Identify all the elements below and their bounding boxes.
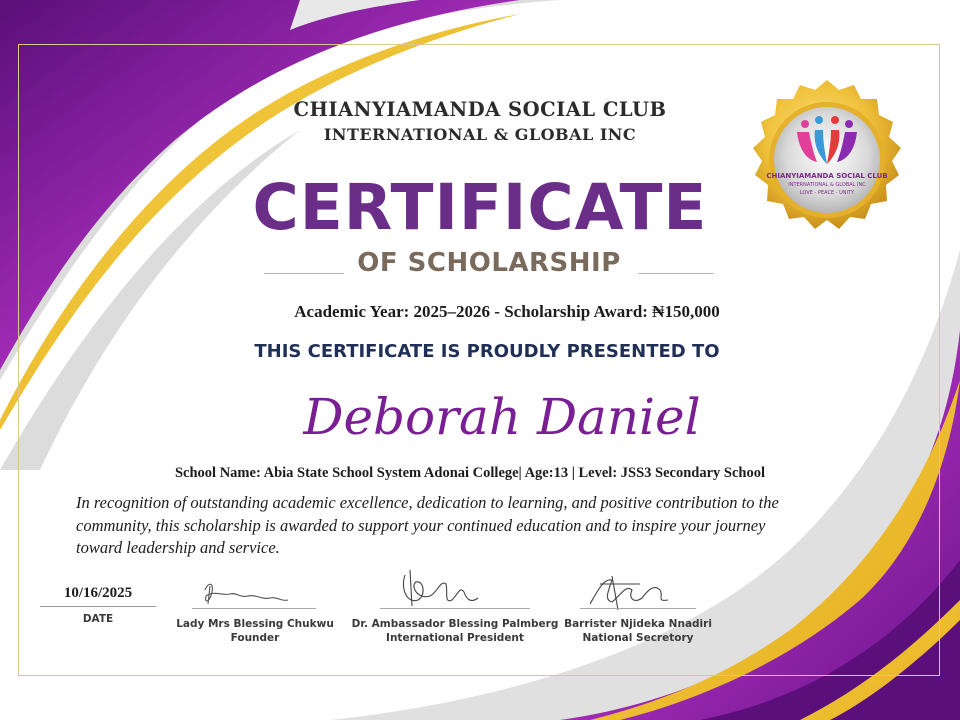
seal-text-org: CHIANYIAMANDA SOCIAL CLUB — [766, 172, 888, 180]
date-value: 10/16/2025 — [63, 585, 133, 601]
signatory-founder-title: Founder — [230, 631, 280, 644]
certificate-subtitle-block — [264, 248, 714, 284]
signatory-secretary-title: National Secretory — [582, 631, 694, 644]
signature-line-president — [380, 608, 530, 609]
date-line — [40, 606, 156, 607]
signatory-secretary-name: Barrister Njideka Nnadiri — [564, 618, 712, 630]
organization-name: CHIANYIAMANDA SOCIAL CLUB — [293, 98, 667, 121]
signatory-founder — [170, 618, 340, 645]
presented-to-heading: THIS CERTIFICATE IS PROUDLY PRESENTED TO — [254, 341, 720, 362]
organization-subtitle: INTERNATIONAL & GLOBAL INC — [323, 125, 637, 144]
certificate-subtitle: OF SCHOLARSHIP — [357, 248, 621, 278]
signatory-president — [345, 618, 565, 645]
signatory-secretary — [548, 618, 728, 645]
recipient-name: Deborah Daniel — [303, 388, 701, 446]
academic-year-award: Academic Year: 2025–2026 - Scholarship Award: ₦150,000 — [294, 302, 720, 321]
signature-line-secretary — [580, 608, 696, 609]
school-details: School Name: Abia State School System Adonai College| Age:13 | Level: JSS3 Secondary School — [174, 465, 766, 481]
seal-text-motto: LOVE - PEACE - UNITY — [799, 190, 855, 196]
signatory-founder-name: Lady Mrs Blessing Chukwu — [176, 618, 334, 630]
seal-text-sub: INTERNATIONAL & GLOBAL INC — [788, 182, 866, 188]
divider-right — [638, 273, 714, 274]
date-label: DATE — [82, 613, 114, 625]
certificate-body-text: In recognition of outstanding academic excellence, dedication to learning, and positive contribution to the community, this scholarship is awarded to support your continued education and to inspire your journey toward leadership and service. — [76, 493, 779, 557]
signature-line-founder — [192, 608, 316, 609]
certificate-title: CERTIFICATE — [252, 171, 708, 244]
signatory-president-title: International President — [386, 631, 524, 644]
signatory-president-name: Dr. Ambassador Blessing Palmberg — [351, 618, 559, 630]
